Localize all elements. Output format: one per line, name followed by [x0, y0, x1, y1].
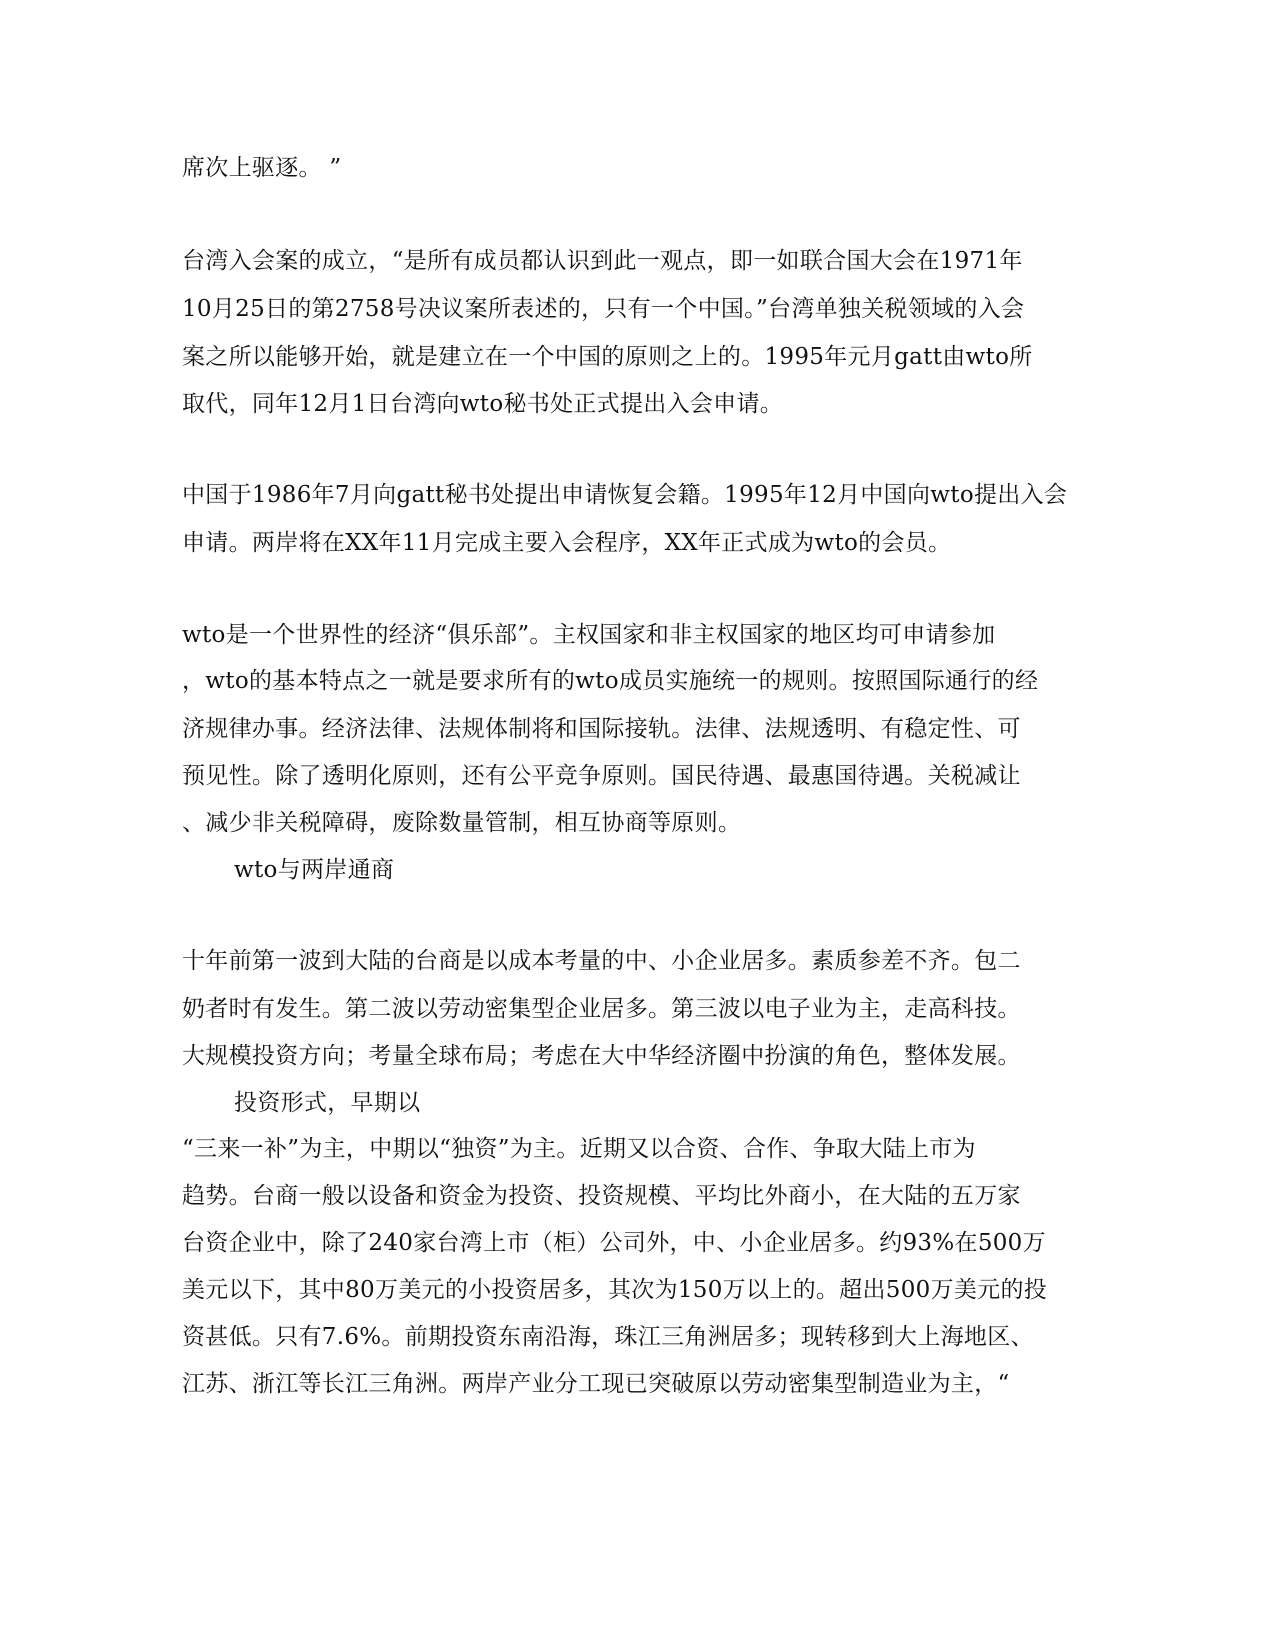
text-line: 、减少非关税障碍，废除数量管制，相互协商等原则。: [182, 810, 742, 836]
text-line: 投资形式，早期以: [234, 1090, 421, 1116]
text-line: ，wto的基本特点之一就是要求所有的wto成员实施统一的规则。按照国际通行的经: [182, 668, 1039, 694]
text-line: 趋势。台商一般以设备和资金为投资、投资规模、平均比外商小，在大陆的五万家: [182, 1183, 1021, 1209]
text-line: 席次上驱逐。 ”: [182, 155, 342, 181]
text-line: 资甚低。只有7.6%。前期投资东南沿海，珠江三角洲居多；现转移到大上海地区、: [182, 1324, 1034, 1350]
text-line: 美元以下，其中80万美元的小投资居多，其次为150万以上的。超出500万美元的投: [182, 1277, 1048, 1303]
text-line: 取代，同年12月1日台湾向wto秘书处正式提出入会申请。: [182, 391, 784, 417]
text-line: 台湾入会案的成立，“是所有成员都认识到此一观点，即一如联合国大会在1971年: [182, 248, 1023, 274]
text-line: 申请。两岸将在XX年11月完成主要入会程序，XX年正式成为wto的会员。: [182, 530, 952, 556]
text-line: 中国于1986年7月向gatt秘书处提出申请恢复会籍。1995年12月中国向wto提出入会: [182, 482, 1068, 508]
section-heading: wto与两岸通商: [234, 857, 395, 883]
text-line: 案之所以能够开始，就是建立在一个中国的原则之上的。1995年元月gatt由wto所: [182, 344, 1033, 370]
text-line: 奶者时有发生。第二波以劳动密集型企业居多。第三波以电子业为主，走高科技。: [182, 996, 1021, 1022]
text-line: 济规律办事。经济法律、法规体制将和国际接轨。法律、法规透明、有稳定性、可: [182, 716, 1021, 742]
text-line: 大规模投资方向；考量全球布局；考虑在大中华经济圈中扮演的角色，整体发展。: [182, 1043, 1021, 1069]
text-line: 十年前第一波到大陆的台商是以成本考量的中、小企业居多。素质参差不齐。包二: [182, 948, 1021, 974]
text-line: “三来一补”为主，中期以“独资”为主。近期又以合资、合作、争取大陆上市为: [182, 1136, 976, 1162]
text-line: wto是一个世界性的经济“俱乐部”。主权国家和非主权国家的地区均可申请参加: [182, 622, 996, 648]
text-line: 江苏、浙江等长江三角洲。两岸产业分工现已突破原以劳动密集型制造业为主，“: [182, 1371, 1010, 1397]
text-line: 10月25日的第2758号决议案所表述的，只有一个中国。”台湾单独关税领域的入会: [182, 296, 1025, 322]
text-line: 预见性。除了透明化原则，还有公平竞争原则。国民待遇、最惠国待遇。关税减让: [182, 763, 1021, 789]
text-line: 台资企业中，除了240家台湾上市（柜）公司外，中、小企业居多。约93%在500万: [182, 1230, 1046, 1256]
